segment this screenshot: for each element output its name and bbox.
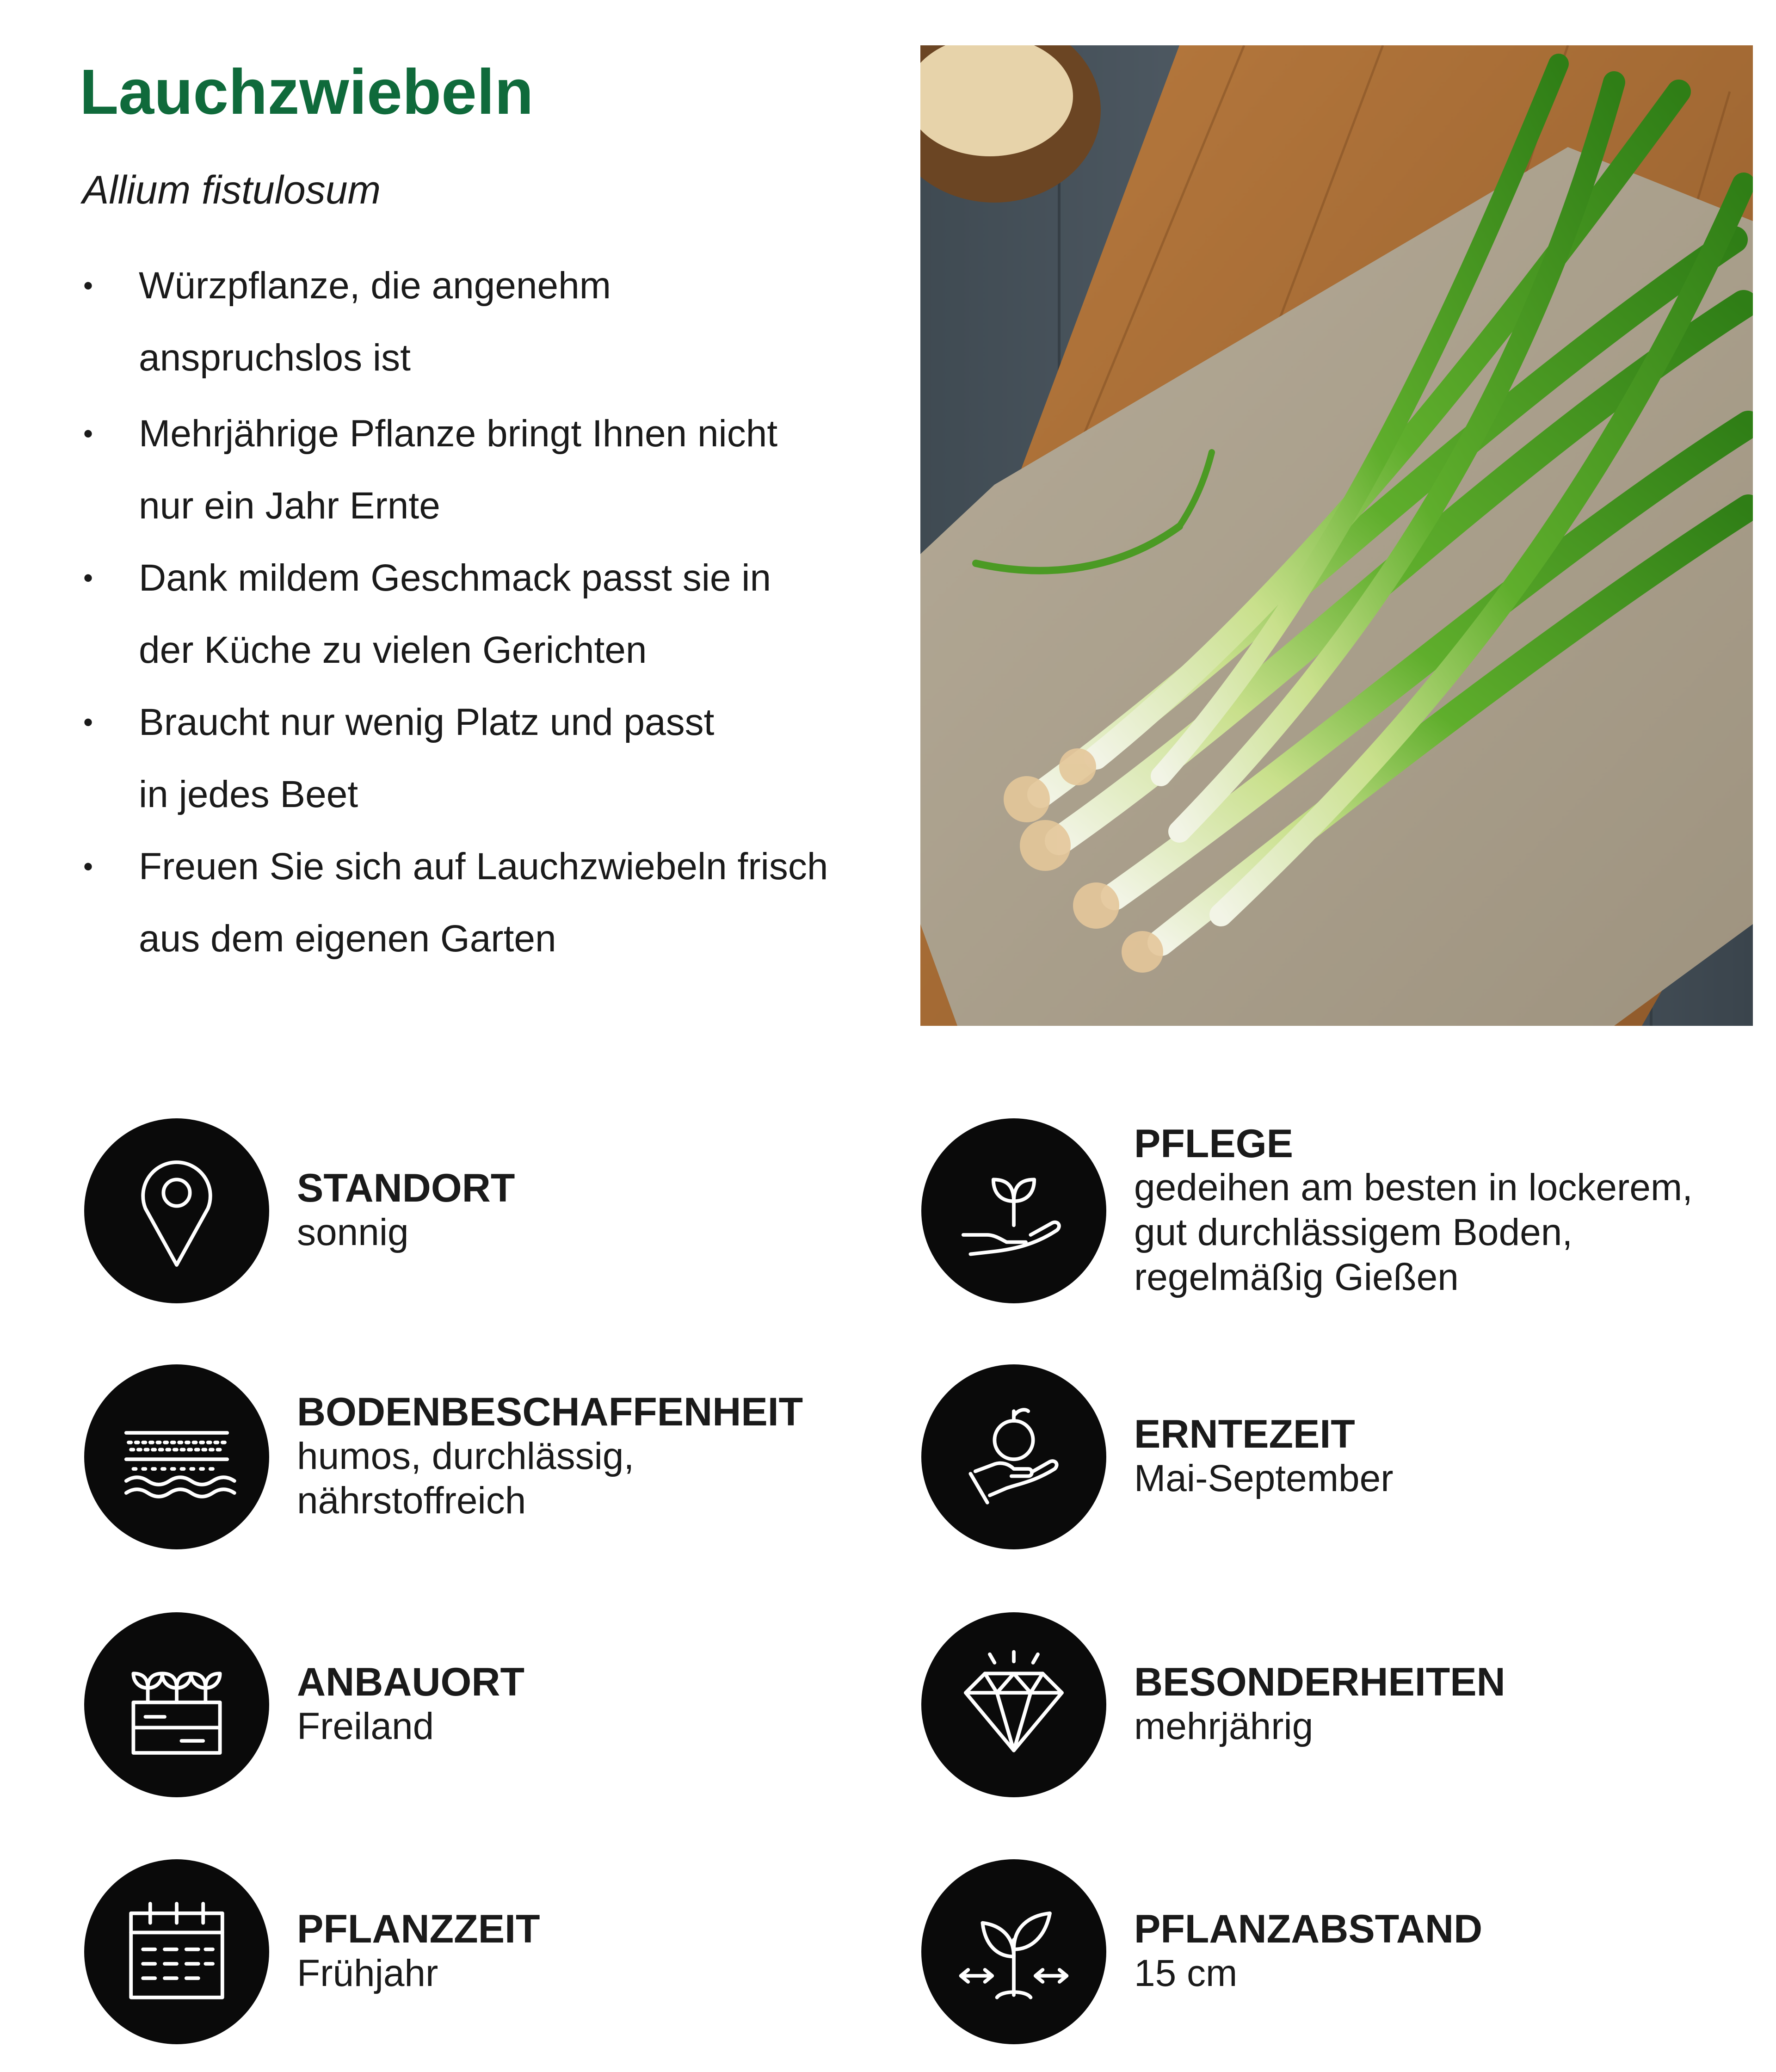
bullet-dot-icon: • — [83, 270, 93, 301]
product-title: Lauchzwiebeln — [80, 56, 534, 128]
feature-value: humos, durchlässig, — [297, 1435, 635, 1477]
bullet-item — [79, 542, 874, 686]
product-photo — [920, 45, 1753, 1026]
bullet-line: Braucht nur wenig Platz und passt — [139, 701, 715, 743]
feature-value: regelmäßig Gießen — [1134, 1256, 1459, 1298]
feature-label: BESONDERHEITEN — [1134, 1660, 1505, 1705]
feature-bodenbeschaffenheit — [84, 1364, 894, 1554]
feature-value: gedeihen am besten in lockerem, — [1134, 1166, 1693, 1209]
feature-value: Frühjahr — [297, 1952, 438, 1994]
bullet-item — [79, 250, 874, 394]
seedling-hand-icon — [921, 1118, 1106, 1303]
harvest-hand-icon — [921, 1364, 1106, 1549]
bullet-line: anspruchslos ist — [139, 337, 411, 379]
feature-erntezeit — [921, 1364, 1731, 1554]
bullet-dot-icon: • — [83, 562, 93, 593]
bullet-line: Würzpflanze, die angenehm — [139, 265, 611, 307]
diamond-icon — [921, 1612, 1106, 1797]
feature-pflege — [921, 1118, 1731, 1308]
feature-standort — [84, 1118, 894, 1308]
feature-label: BODENBESCHAFFENHEIT — [297, 1389, 803, 1434]
feature-value: 15 cm — [1134, 1952, 1238, 1994]
feature-pflanzabstand — [921, 1859, 1731, 2049]
botanical-name: Allium fistulosum — [82, 168, 381, 212]
feature-besonderheiten — [921, 1612, 1731, 1802]
calendar-icon — [84, 1859, 269, 2044]
bullet-item — [79, 686, 874, 831]
bullet-line: in jedes Beet — [139, 773, 358, 815]
bullet-item — [79, 398, 874, 542]
feature-label: PFLANZZEIT — [297, 1907, 540, 1952]
bullet-line: Freuen Sie sich auf Lauchzwiebeln frisch — [139, 845, 828, 888]
feature-value: gut durchlässigem Boden, — [1134, 1211, 1573, 1253]
feature-pflanzzeit — [84, 1859, 894, 2049]
bullet-line: Mehrjährige Pflanze bringt Ihnen nicht — [139, 413, 778, 455]
feature-label: PFLEGE — [1134, 1121, 1294, 1166]
feature-value: mehrjährig — [1134, 1705, 1314, 1747]
plant-spacing-icon — [921, 1859, 1106, 2044]
bullet-dot-icon: • — [83, 418, 93, 449]
feature-value: Mai-September — [1134, 1457, 1394, 1499]
feature-label: ERNTEZEIT — [1134, 1412, 1355, 1457]
feature-anbauort — [84, 1612, 894, 1802]
location-pin-icon — [84, 1118, 269, 1303]
bullet-line: Dank mildem Geschmack passt sie in — [139, 557, 771, 599]
feature-bullet-list — [79, 250, 874, 975]
feature-value: Freiland — [297, 1705, 434, 1747]
bullet-item — [79, 831, 874, 975]
feature-label: PFLANZABSTAND — [1134, 1907, 1483, 1952]
feature-label: STANDORT — [297, 1166, 515, 1211]
feature-value: sonnig — [297, 1211, 409, 1253]
feature-label: ANBAUORT — [297, 1660, 525, 1705]
planter-box-icon — [84, 1612, 269, 1797]
bullet-line: aus dem eigenen Garten — [139, 918, 556, 960]
feature-value: nährstoffreich — [297, 1480, 526, 1522]
bullet-line: nur ein Jahr Ernte — [139, 485, 440, 527]
spring-onion-photo-illustration — [920, 45, 1753, 1026]
soil-layers-icon — [84, 1364, 269, 1549]
bullet-dot-icon: • — [83, 851, 93, 882]
bullet-dot-icon: • — [83, 707, 93, 738]
bullet-line: der Küche zu vielen Gerichten — [139, 629, 647, 671]
